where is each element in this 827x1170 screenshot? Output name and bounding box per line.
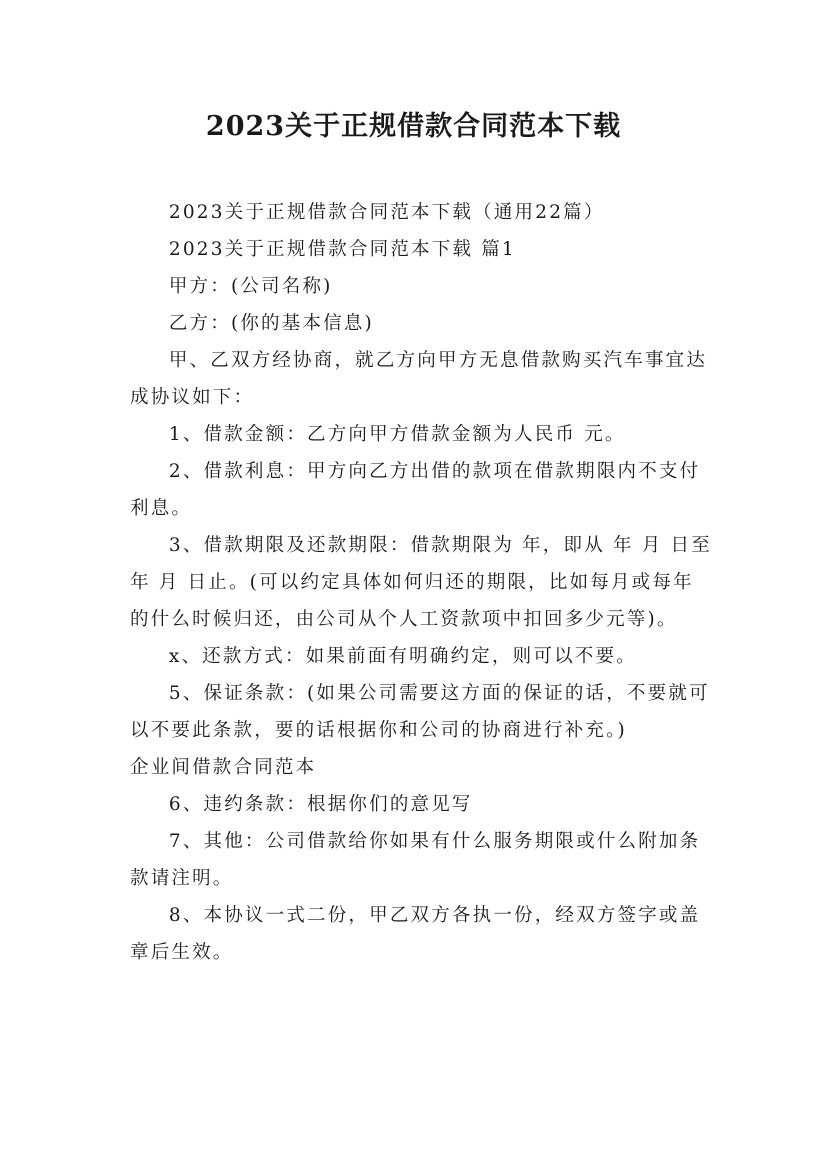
paragraph-clause-x: x、还款方式：如果前面有明确约定，则可以不要。 [168, 646, 637, 667]
paragraph-clause-6: 6、违约条款：根据你们的意见写 [168, 794, 473, 815]
paragraph-party-a: 甲方：(公司名称) [168, 276, 333, 297]
document-body [130, 194, 712, 971]
paragraph-interjection: 企业间借款合同范本 [130, 757, 317, 778]
paragraph-clause-5: 5、保证条款：(如果公司需要这方面的保证的话，不要就可以不要此条款，要的话根据你和公司的协商进行补充。) [130, 683, 710, 741]
paragraph-clause-1: 1、借款金额：乙方向甲方借款金额为人民币 元。 [168, 424, 626, 445]
paragraph-clause-3: 3、借款期限及还款期限：借款期限为 年，即从 年 月 日至 年 月 日止。(可以约定具体如何归还的期限，比如每月或每年的什么时候归还，由公司从个人工资款项中扣回多少元等)。 [130, 535, 712, 630]
paragraph-clause-7: 7、其他：公司借款给你如果有什么服务期限或什么附加条款请注明。 [130, 831, 701, 889]
paragraph-subtitle: 2023关于正规借款合同范本下载（通用22篇） [168, 202, 605, 223]
paragraph-clause-2: 2、借款利息：甲方向乙方出借的款项在借款期限内不支付利息。 [130, 461, 701, 519]
paragraph-preamble: 甲、乙双方经协商，就乙方向甲方无息借款购买汽车事宜达成协议如下： [130, 350, 708, 408]
paragraph-section-heading: 2023关于正规借款合同范本下载 篇1 [168, 239, 516, 260]
document-title: 2023关于正规借款合同范本下载 [205, 111, 622, 142]
paragraph-party-b: 乙方：(你的基本信息) [168, 313, 374, 334]
paragraph-clause-8: 8、本协议一式二份，甲乙双方各执一份，经双方签字或盖章后生效。 [130, 905, 701, 963]
